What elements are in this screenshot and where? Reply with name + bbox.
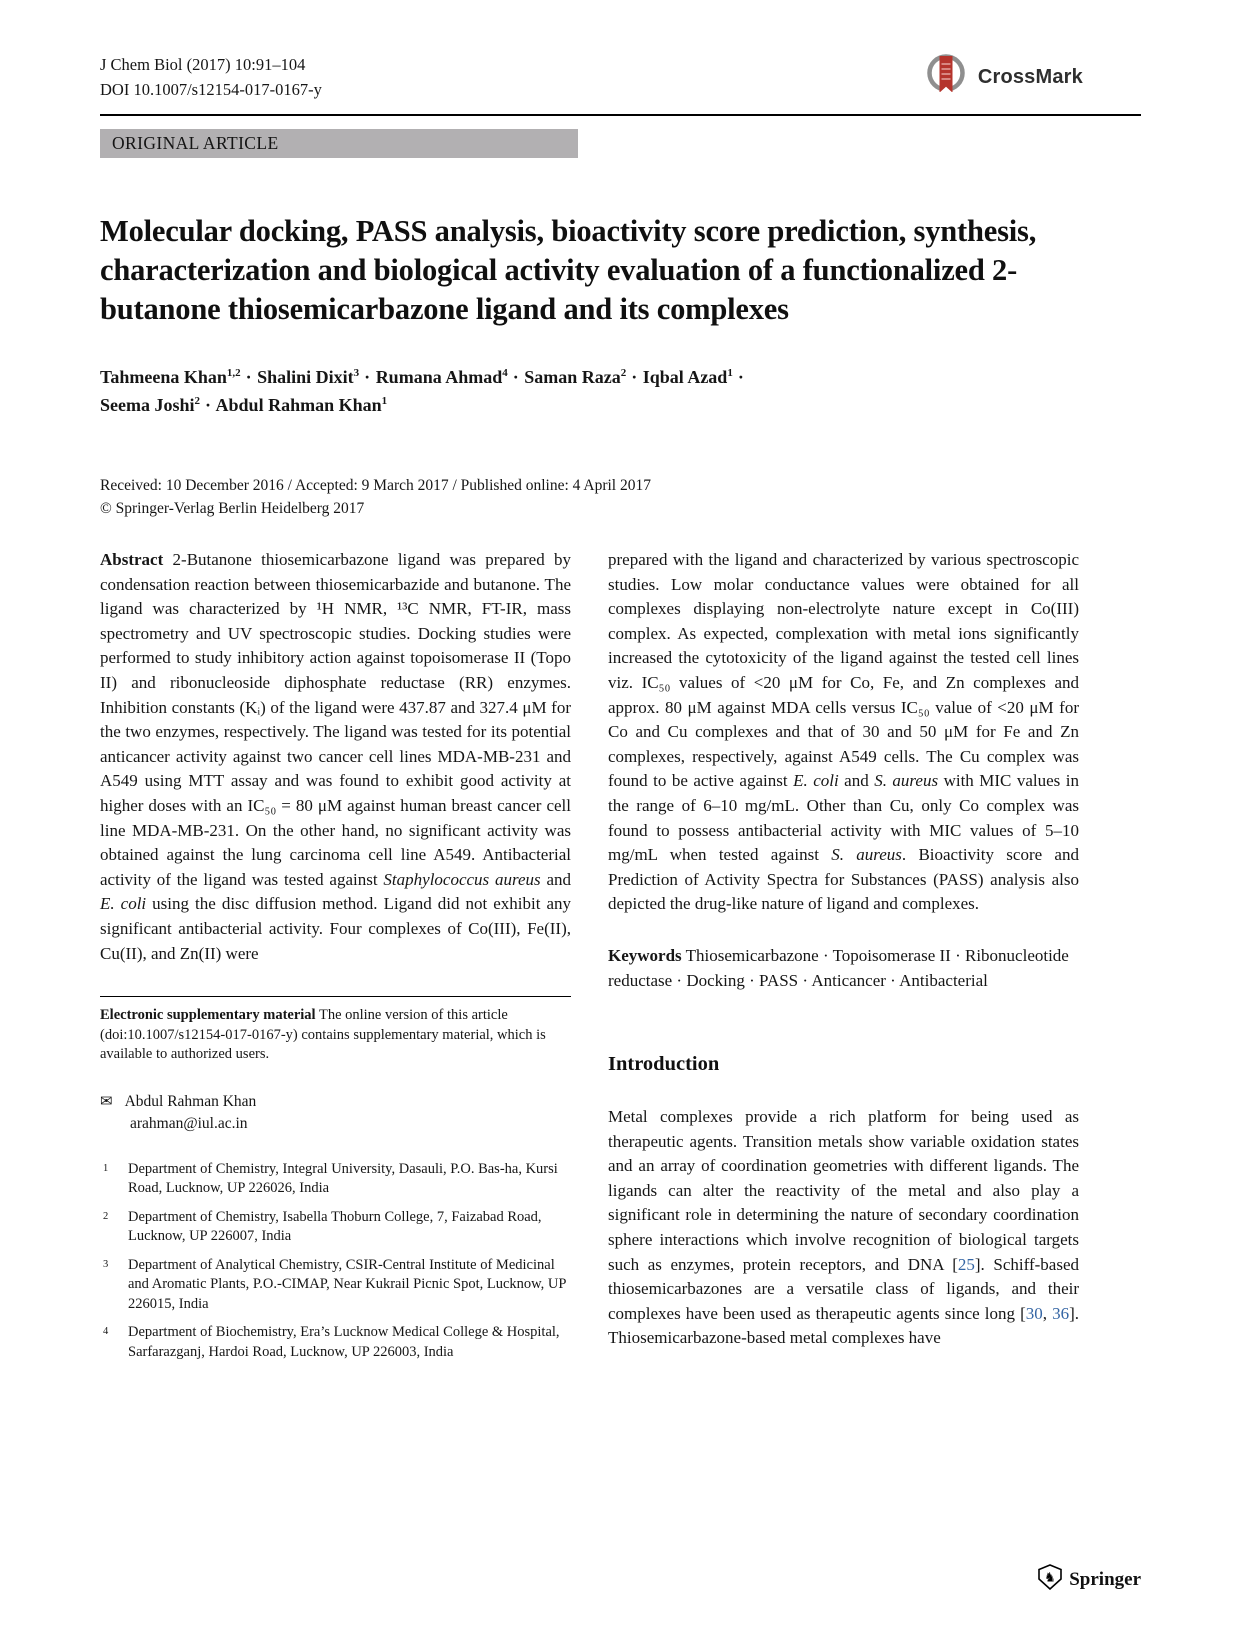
affiliation-item <box>100 1323 571 1362</box>
author-list <box>100 363 845 419</box>
correspondence-block <box>100 1091 571 1134</box>
author-separator: · <box>737 367 744 387</box>
doi-line: DOI 10.1007/s12154-017-0167-y <box>100 80 322 99</box>
abstract-text: and <box>838 771 875 791</box>
affiliation-item <box>100 1256 571 1315</box>
springer-logo <box>1038 1564 1141 1596</box>
author-separator: · <box>364 367 371 387</box>
author-affil-sup: 1 <box>727 367 733 379</box>
author <box>100 395 212 415</box>
introduction-text: ]. Schiff-based thiosemicarbazones are a versatile class of ligands, and their complexes have been used as therapeutic agents since long [ <box>608 1254 1079 1323</box>
two-column-body <box>100 548 1141 1371</box>
affiliation-number: 3 <box>103 1258 109 1270</box>
abstract-label: Abstract <box>100 550 164 569</box>
citation-link-30[interactable]: 30 <box>1025 1303 1043 1323</box>
citation-link-36[interactable]: 36 <box>1052 1303 1070 1323</box>
author-name: Abdul Rahman Khan <box>215 395 382 415</box>
corresponding-author-email: arahman@iul.ac.in <box>130 1114 248 1132</box>
affiliation-text: Department of Chemistry, Integral University, Dasauli, P.O. Bas-ha, Kursi Road, Lucknow, UP 226026, India <box>128 1160 558 1197</box>
author-affil-sup: 2 <box>620 367 627 379</box>
abstract-text: prepared with the ligand and characterized by various spectroscopic studies. Low molar conductance values were obtained for all complexes displaying non-electrolyte nature except in Co(III) complex. As expected, complexation with metal ions significantly increased the cytotoxicity of the ligand against the tested cell lines viz. IC₅₀ values of <20 μM for Co, Fe, and Zn complexes and approx. 80 μM against MDA cells versus IC₅₀ value of <20 μM for Co and Cu complexes and that of 30 and 50 μM for Fe and Zn complexes, respectively, against A549 cells. The Cu complex was found to be active against <box>608 550 1079 791</box>
keywords-text: Thiosemicarbazone · Topoisomerase II · Ribonucleotide reductase · Docking · PASS · Anticancer · Antibacterial <box>608 945 1069 990</box>
introduction-text: Metal complexes provide a rich platform for being used as therapeutic agents. Transition metals show variable oxidation states and an array of coordination geometries with different ligands. The ligands can alter the reactivity of the metal and also play a significant role in determining the nature of secondary coordination sphere interactions which involve recognition of biological targets such as enzymes, protein receptors, and DNA [ <box>608 1107 1079 1274</box>
author-name: Saman Raza <box>524 367 621 387</box>
citation-link-25[interactable]: 25 <box>957 1254 975 1274</box>
author-affil-sup: 1,2 <box>226 367 241 379</box>
article-type-banner <box>100 129 578 158</box>
author-affil-sup: 4 <box>502 367 508 379</box>
species-name: E. coli <box>793 771 839 791</box>
abstract-paragraph <box>100 548 571 966</box>
journal-citation: J Chem Biol (2017) 10:91–104 <box>100 55 306 74</box>
introduction-heading: Introduction <box>608 1053 720 1076</box>
author-name: Shalini Dixit <box>257 367 354 387</box>
article-type-label: ORIGINAL ARTICLE <box>112 133 279 153</box>
crossmark-icon <box>923 52 969 103</box>
page-header <box>100 52 1141 103</box>
author-separator: · <box>631 367 638 387</box>
author-affil-sup: 3 <box>353 367 360 379</box>
species-name: S. aureus <box>831 845 902 865</box>
affiliation-text: Department of Biochemistry, Era’s Lucknow Medical College & Hospital, Sarfarazganj, Hardoi Road, Lucknow, UP 226003, India <box>128 1324 560 1360</box>
author <box>100 367 253 387</box>
author-affil-sup: 2 <box>194 395 200 407</box>
affiliation-text: Department of Analytical Chemistry, CSIR-Central Institute of Medicinal and Aromatic Plants, P.O.-CIMAP, Near Kukrail Picnic Spot, Lucknow, UP 226015, India <box>128 1256 566 1312</box>
left-column <box>100 548 571 1371</box>
dates-block <box>100 475 1141 520</box>
right-column <box>608 548 1079 1371</box>
author <box>257 367 371 387</box>
affiliation-item <box>100 1208 571 1247</box>
journal-info <box>100 52 322 102</box>
author <box>524 367 638 387</box>
affiliation-number: 2 <box>103 1210 109 1222</box>
abstract-text: . Bioactivity score and Prediction of Activity Spectra for Substances (PASS) analysis also depicted the drug-like nature of ligand and complexes. <box>608 845 1079 914</box>
esm-note <box>100 996 571 1065</box>
author-separator: · <box>512 367 519 387</box>
springer-shield-icon <box>1038 1564 1062 1596</box>
corresponding-author-row <box>100 1091 571 1113</box>
affiliation-text: Department of Chemistry, Isabella Thoburn College, 7, Faizabad Road, Lucknow, UP 226007, India <box>128 1208 542 1245</box>
esm-label: Electronic supplementary material <box>100 1007 316 1024</box>
author-name: Iqbal Azad <box>642 367 728 387</box>
envelope-icon: ✉ <box>100 1093 113 1110</box>
abstract-continued-paragraph <box>608 548 1079 917</box>
author <box>216 395 388 415</box>
abstract-text: and <box>540 869 572 889</box>
author <box>643 367 745 387</box>
species-name: E. coli <box>100 894 147 914</box>
species-name: S. aureus <box>874 771 939 791</box>
affiliation-number: 1 <box>103 1162 109 1174</box>
corresponding-author-name: Abdul Rahman Khan <box>124 1092 257 1110</box>
abstract-text: 2-Butanone thiosemicarbazone ligand was prepared by condensation reaction between thiosemicarbazide and butanone. The ligand was characterized by ¹H NMR, ¹³C NMR, FT-IR, mass spectrometry and UV spectroscopic studies. Docking studies were performed to study inhibitory action against topoisomerase II (Topo II) and ribonucleoside diphosphate reductase (RR) enzymes. Inhibition constants (Kᵢ) of the ligand were 437.87 and 327.4 μM for the two enzymes, respectively. The ligand was tested for its potential anticancer activity against two cancer cell lines MDA-MB-231 and A549 using MTT assay and was found to exhibit good activity at higher doses with an IC₅₀ = 80 μM against human breast cancer cell line MDA-MB-231. On the other hand, no significant activity was obtained against the lung carcinoma cell line A549. Antibacterial activity of the ligand was tested against <box>100 550 571 889</box>
abstract-text: with MIC values in the range of 6–10 mg/mL. Other than Cu, only Co complex was found to possess antibacterial activity with MIC values of 5–10 mg/mL when tested against <box>608 771 1080 865</box>
introduction-paragraph <box>608 1105 1079 1351</box>
author-name: Tahmeena Khan <box>100 367 227 387</box>
crossmark-label: CrossMark <box>977 66 1083 88</box>
introduction-text: ]. Thiosemicarbazone-based metal complexes have <box>608 1303 1079 1348</box>
crossmark-badge[interactable] <box>923 52 1083 103</box>
author <box>376 367 520 387</box>
author-affil-sup: 1 <box>381 395 388 407</box>
keywords-label: Keywords <box>608 945 682 965</box>
introduction-text: , <box>1042 1303 1053 1323</box>
esm-text: The online version of this article (doi:10.1007/s12154-017-0167-y) contains supplementary material, which is available to authorized users. <box>100 1007 546 1063</box>
keywords-paragraph <box>608 944 1079 993</box>
author-separator: · <box>245 367 252 387</box>
author-name: Rumana Ahmad <box>375 367 503 387</box>
affiliation-list <box>100 1160 571 1363</box>
header-rule <box>100 114 1141 116</box>
springer-label: Springer <box>1069 1569 1141 1590</box>
article-title: Molecular docking, PASS analysis, bioactivity score prediction, synthesis, characterization and biological activity evaluation of a functionalized 2-butanone thiosemicarbazone ligand and its complexes <box>100 214 1037 326</box>
svg-text:♞: ♞ <box>1044 1570 1057 1586</box>
affiliation-item <box>100 1160 571 1199</box>
affiliation-number: 4 <box>103 1326 109 1338</box>
abstract-text: using the disc diffusion method. Ligand did not exhibit any significant antibacterial activity. Four complexes of Co(III), Fe(II), Cu(II), and Zn(II) were <box>100 894 571 963</box>
copyright-line: © Springer-Verlag Berlin Heidelberg 2017 <box>100 499 365 517</box>
received-line: Received: 10 December 2016 / Accepted: 9 March 2017 / Published online: 4 April 2017 <box>100 477 651 494</box>
author-name: Seema Joshi <box>100 395 195 415</box>
species-name: Staphylococcus aureus <box>383 869 541 889</box>
author-separator: · <box>205 395 212 415</box>
